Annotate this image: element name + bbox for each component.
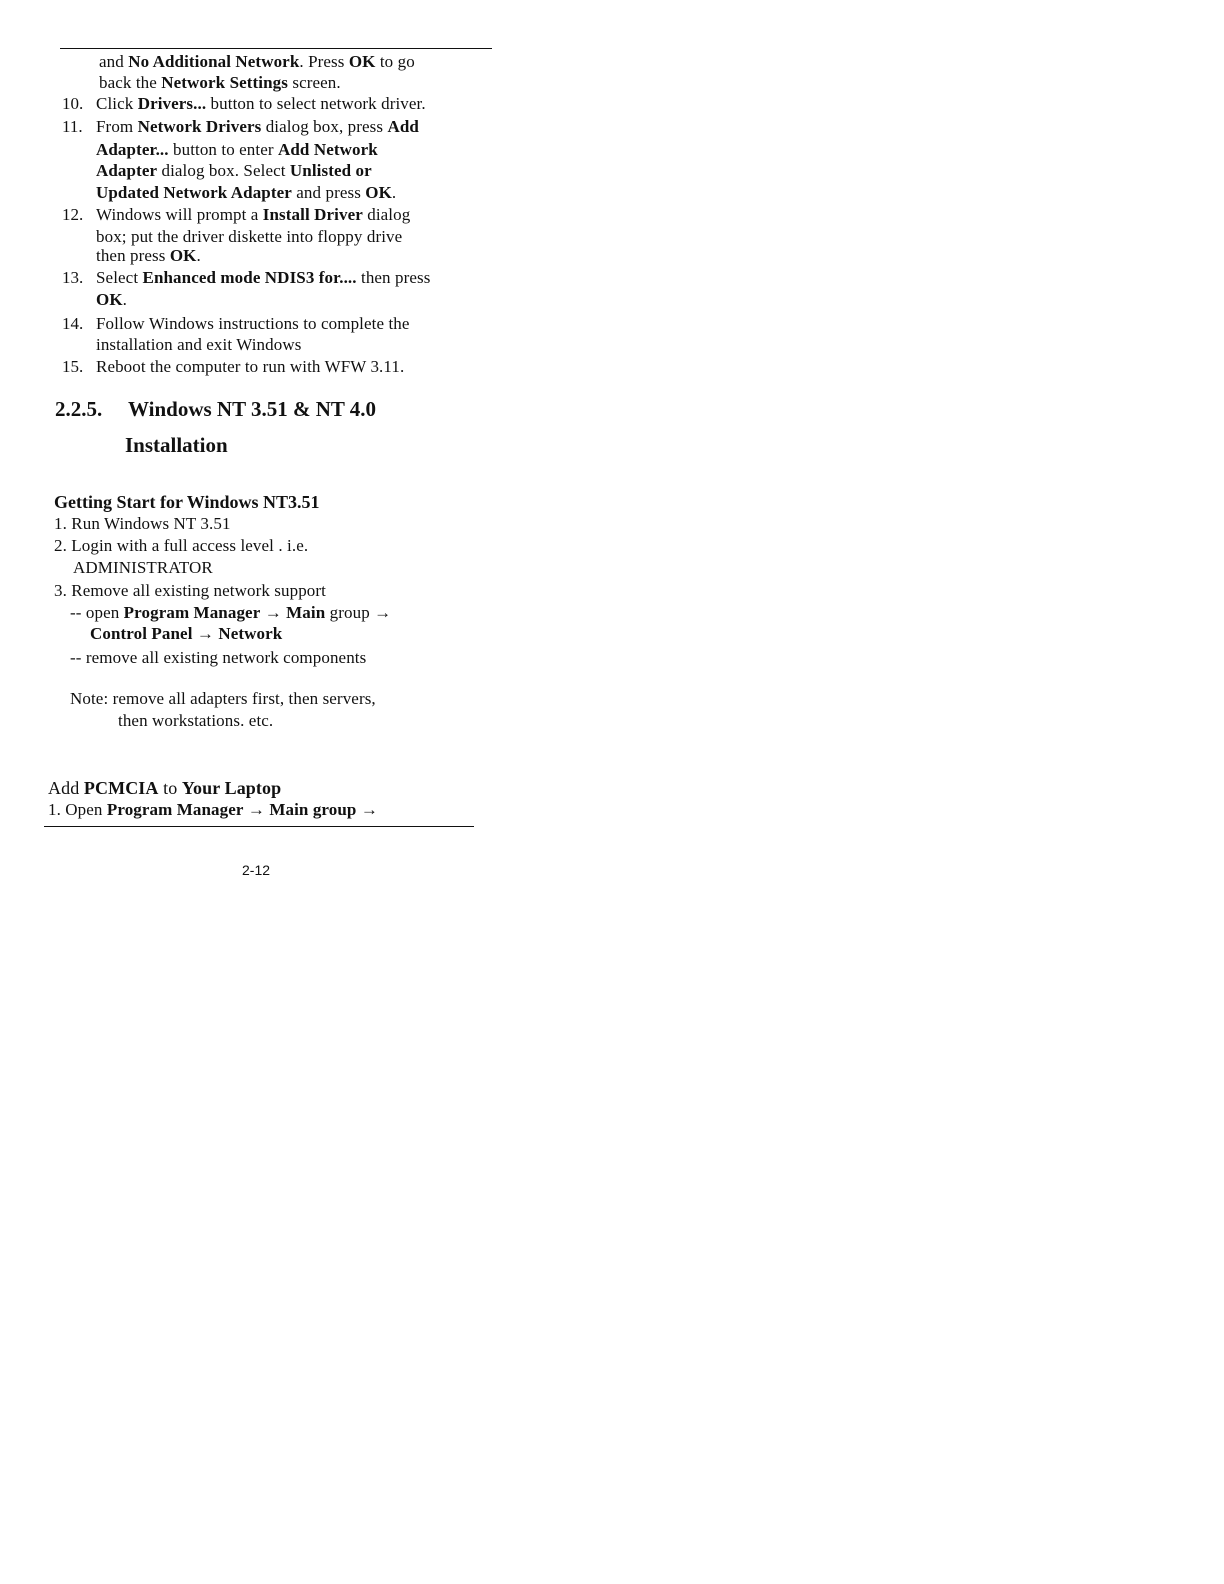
bold-text: Control Panel [90,624,193,643]
text: then press [96,246,170,265]
text: . [196,246,201,265]
bold-text: Updated Network Adapter [96,183,292,202]
text: group → [325,603,392,622]
getting-start-item-1: 1. Run Windows NT 3.51 [54,514,231,533]
open-program-manager-line [70,603,391,623]
bottom-rule [44,826,474,827]
text: to [158,778,182,798]
text: . Press [299,52,349,71]
bold-text: Program Manager [123,603,261,622]
text: -- open [70,603,124,622]
step-text-line [96,335,301,355]
bold-text: OK [169,246,197,265]
step-number: 14. [62,314,84,333]
bold-text: OK [348,52,376,71]
getting-start-item-3: 3. Remove all existing network support [54,581,326,600]
top-rule [60,48,492,49]
bold-text: Unlisted or [289,161,372,180]
bold-text: OK [365,183,392,202]
text: button to enter [168,140,278,159]
bold-text: Enhanced mode NDIS3 for.... [142,268,357,287]
text: Add [48,778,84,798]
text: dialog [362,205,411,224]
section-subtitle: Installation [125,433,228,457]
note-line-1: Note: remove all adapters first, then servers, [70,689,376,708]
text: Select [96,268,143,287]
section-title: Windows NT 3.51 & NT 4.0 [128,397,376,421]
step-text-line [96,94,426,114]
arrow-icon: → [192,624,219,643]
bold-text: Install Driver [262,205,363,224]
bold-text: Network Drivers [137,117,262,136]
remove-components-line: -- remove all existing network components [70,648,367,667]
step-number: 11. [62,117,83,136]
control-panel-line [90,624,282,644]
arrow-icon: → [260,603,287,622]
step-text-line [96,290,127,310]
text: and press [291,183,366,202]
bold-text: No Additional Network [128,52,300,71]
step-text-line [96,183,396,203]
getting-start-heading: Getting Start for Windows NT3.51 [54,492,320,512]
step-text-line [96,161,372,181]
add-pcmcia-step-1 [48,800,378,820]
text: box; put the driver diskette into floppy drive [96,227,403,246]
page-number: 2-12 [242,862,271,878]
text: . [122,290,128,309]
bold-text: Adapter... [96,140,169,159]
text: Follow Windows instructions to complete the [96,314,410,333]
step-text-line [96,314,410,334]
bold-text: Drivers... [137,94,207,113]
bold-text: Network Settings [161,73,288,92]
step-number: 10. [62,94,84,113]
note-line-2: then workstations. etc. [118,711,274,730]
step-text-line [96,227,402,247]
arrow-icon: → [356,800,378,819]
step-text-line [96,117,419,137]
add-pcmcia-heading [48,778,281,798]
step-number: 13. [62,268,84,287]
bold-text: Add Network [278,140,378,159]
text: From [96,117,138,136]
step-text-line [96,140,378,160]
continuation-line-1 [99,52,415,72]
text: dialog box, press [261,117,388,136]
text: Windows will prompt a [96,205,263,224]
step-number: 15. [62,357,84,376]
arrow-icon: → [243,800,270,819]
bold-text: Main [286,603,326,622]
bold-text: Add [387,117,419,136]
bold-text: Program Manager [106,800,244,819]
section-number: 2.2.5. [55,397,103,421]
step-text-line [96,268,430,288]
text: button to select network driver. [206,94,426,113]
text: then press [356,268,431,287]
continuation-line-2 [99,73,341,93]
text: . [391,183,397,202]
bold-text: Network [218,624,283,643]
bold-text: OK [96,290,123,309]
bold-text: PCMCIA [83,778,159,798]
step-text-line [96,357,404,377]
bold-text: Main group [269,800,357,819]
text: dialog box. Select [157,161,290,180]
getting-start-item-2: 2. Login with a full access level . i.e. [54,536,309,555]
step-text-line [96,205,410,225]
text: 1. Open [48,800,107,819]
getting-start-item-2-cont: ADMINISTRATOR [73,558,213,577]
text: screen. [288,73,341,92]
step-number: 12. [62,205,84,224]
bold-text: Adapter [96,161,158,180]
text: and [99,52,129,71]
text: Reboot the computer to run with WFW 3.11. [96,357,405,376]
text: Click [96,94,138,113]
text: back the [99,73,162,92]
step-text-line [96,246,201,266]
text: to go [375,52,415,71]
text: installation and exit Windows [96,335,302,354]
bold-text: Your Laptop [181,778,282,798]
